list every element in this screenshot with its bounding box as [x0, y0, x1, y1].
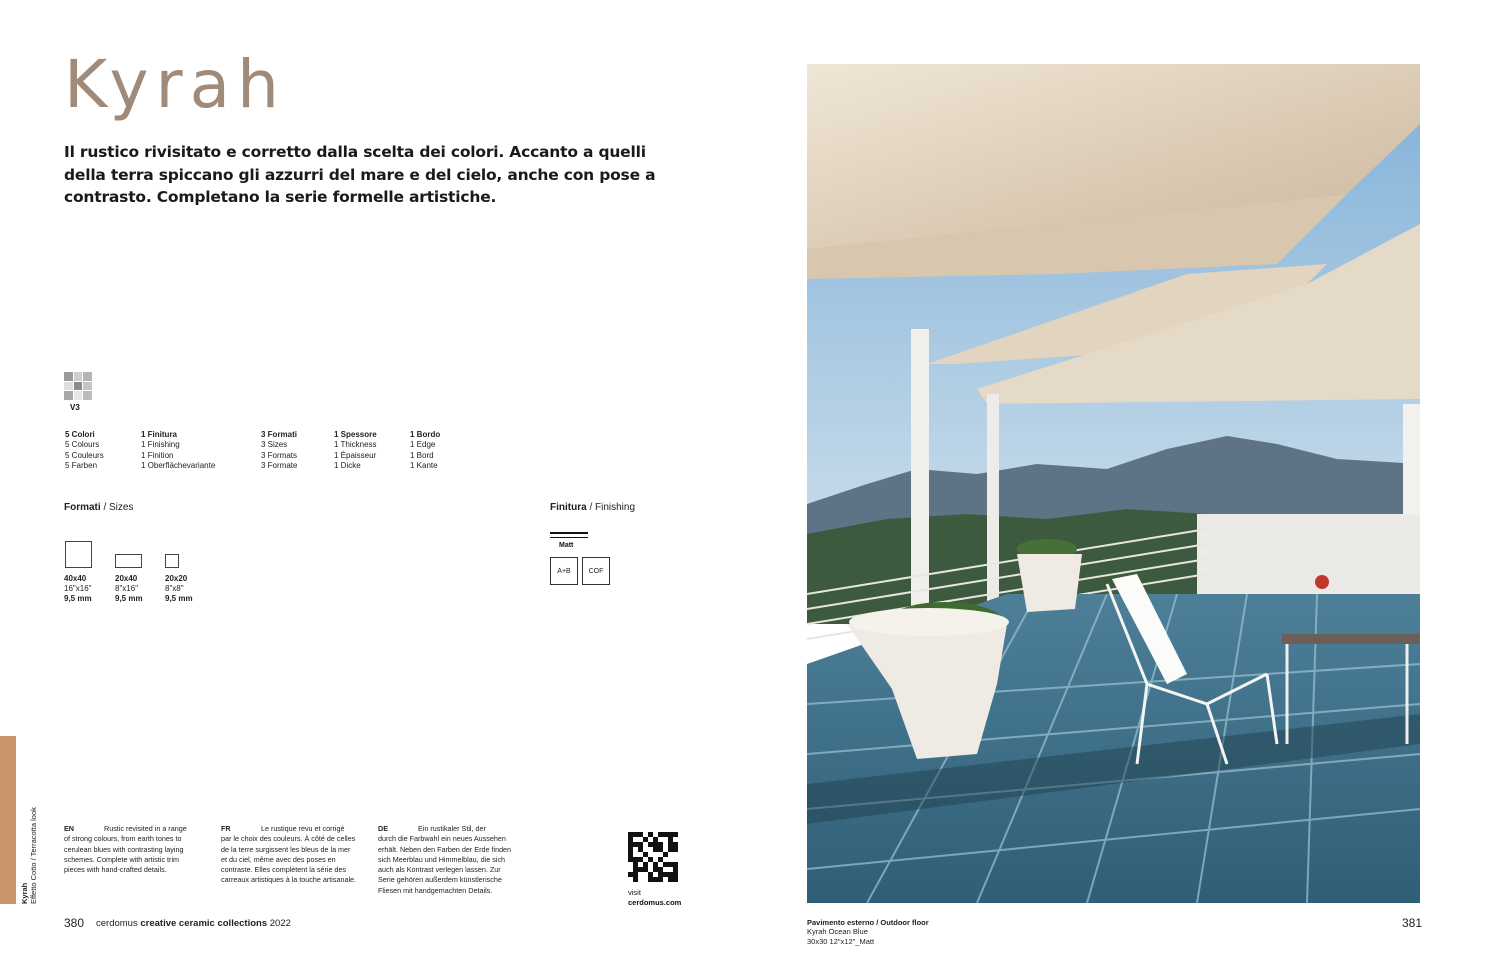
matt-icon — [550, 532, 588, 534]
spec-line: 5 Couleurs — [65, 450, 104, 460]
finishing-code-ab: A+B — [550, 557, 578, 585]
spec-line: 1 Thickness — [334, 440, 377, 450]
swatch-cell — [74, 382, 83, 391]
intro-paragraph: Il rustico rivisitato e corretto dalla scelta dei colori. Accanto a quelli della terra spiccano gli azzurri del mare e del cielo, anche con pose a contrasto. Completano la serie formelle artistiche. — [64, 143, 656, 206]
spec-line: 1 Finishing — [141, 440, 180, 450]
spec-line: 1 Finition — [141, 450, 174, 460]
spec-line: 1 Edge — [410, 440, 436, 450]
size-20x40-icon — [115, 554, 142, 568]
spec-line: 1 Épaisseur — [334, 450, 377, 460]
terrace-photo — [807, 64, 1420, 903]
text-de: DE Ein rustikaler Stil, der durch die Farbwahl ein neues Aussehen erhält. Neben den Farben der Erde finden sich Meerblau und Himmelblau, die sich auch als Kontrast verlegen lassen. Zur Serie gehören außerdem künstlerische Fliesen mit handgemachten Details. — [378, 824, 512, 895]
spec-head: 5 Colori — [65, 430, 95, 439]
page-title: Kyrah — [64, 46, 286, 123]
swatch-cell — [83, 391, 92, 400]
spec-head: 1 Finitura — [141, 430, 178, 439]
photo-caption: Pavimento esterno / Outdoor floor Kyrah Ocean Blue 30x30 12"x12"_Matt — [807, 918, 929, 946]
finishing-name: Matt — [559, 542, 574, 549]
size-40x40-icon — [65, 541, 92, 568]
page-number-left: 380 — [64, 916, 85, 930]
spec-line: 1 Bord — [410, 450, 434, 460]
folio: cerdomus creative ceramic collections 2022 — [96, 918, 291, 929]
swatch-cell — [64, 382, 73, 391]
spec-line: 1 Kante — [410, 460, 438, 470]
spec-line: 1 Oberflächevariante — [141, 460, 216, 470]
spec-edge — [410, 430, 440, 471]
section-tab — [0, 736, 16, 904]
swatch-cell — [74, 391, 83, 400]
swatch-cell — [83, 372, 92, 381]
spec-line: 1 Dicke — [334, 460, 361, 470]
spec-head: 1 Spessore — [334, 430, 377, 439]
qr-cell — [673, 877, 678, 882]
spec-colors — [65, 430, 104, 471]
spec-thickness — [334, 430, 377, 471]
text-en: EN Rustic revisited in a range of strong colours, from earth tones to cerulean blues with contrasting laying schemes. Complete with artistic trim pieces with hand-crafted details. — [64, 824, 187, 875]
spec-line: 3 Sizes — [261, 440, 288, 450]
swatch-cell — [74, 372, 83, 381]
swatch-cell — [64, 391, 73, 400]
visit-link[interactable]: visit cerdomus.com — [628, 888, 682, 907]
matt-icon-line — [550, 537, 588, 538]
size-label-40x40: 40x40 16"x16" 9,5 mm — [64, 574, 92, 603]
spec-finishing — [141, 430, 215, 471]
variation-swatch — [64, 372, 92, 400]
side-label: Kyrah Effetto Cotto / Terracotta look — [20, 807, 38, 904]
text-fr: FR Le rustique revu et corrigé par le choix des couleurs. À côté de celles de la terre surgissent les bleus de la mer et du ciel, même avec des poses en contraste. Elles complètent la série des carreaux artistiques à la touche artisanale. — [221, 824, 357, 885]
spec-head: 1 Bordo — [410, 430, 441, 439]
spec-line: 5 Colours — [65, 440, 100, 450]
size-label-20x40: 20x40 8"x16" 9,5 mm — [115, 574, 143, 603]
size-20x20-icon — [165, 554, 179, 568]
spec-sizes — [261, 430, 297, 471]
spec-line: 3 Formate — [261, 460, 298, 470]
finishing-code-cof: COF — [582, 557, 610, 585]
finishing-heading: Finitura / Finishing — [550, 502, 636, 513]
sizes-heading: Formati / Sizes — [64, 502, 134, 513]
page-number-right: 381 — [1402, 916, 1423, 930]
qr-code[interactable] — [628, 832, 678, 882]
variation-label: V3 — [70, 403, 80, 412]
swatch-cell — [64, 372, 73, 381]
spec-line: 5 Farben — [65, 460, 98, 470]
spec-line: 3 Formats — [261, 450, 298, 460]
swatch-cell — [83, 382, 92, 391]
spec-head: 3 Formati — [261, 430, 298, 439]
size-label-20x20: 20x20 8"x8" 9,5 mm — [165, 574, 193, 603]
